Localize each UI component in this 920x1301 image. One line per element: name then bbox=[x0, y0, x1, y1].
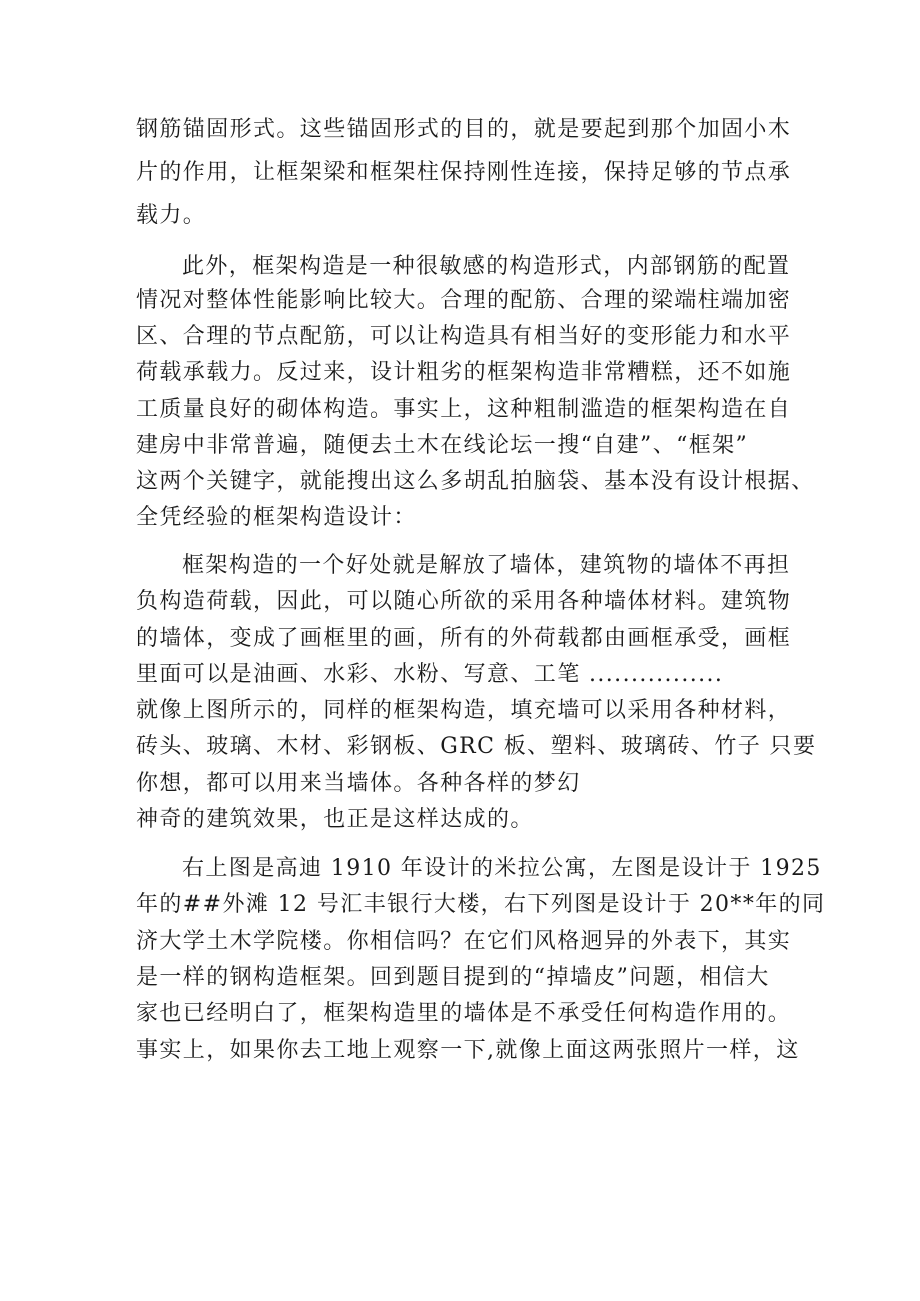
text-line: 此外，框架构造是一种很敏感的构造形式，内部钢筋的配置 bbox=[182, 254, 791, 279]
text-line: 钢筋锚固形式。这些锚固形式的目的，就是要起到那个加固小木 bbox=[136, 117, 792, 142]
text-line: 载力。 bbox=[136, 203, 207, 228]
text-line: 建房中非常普遍，随便去土木在线论坛一搜“自建”、“框架” bbox=[136, 433, 749, 458]
text-line: 事实上，如果你去工地上观察一下,就像上面这两张照片一样，这 bbox=[136, 1038, 800, 1063]
text-line: 的墙体，变成了画框里的画，所有的外荷载都由画框承受，画框 bbox=[136, 626, 792, 651]
text-line: 年的##外滩 12 号汇丰银行大楼，右下列图是设计于 20**年的同 bbox=[136, 892, 826, 917]
text-line: 片的作用，让框架梁和框架柱保持刚性连接，保持足够的节点承 bbox=[136, 160, 792, 185]
text-line: 框架构造的一个好处就是解放了墙体，建筑物的墙体不再担 bbox=[182, 553, 791, 578]
text-line: 济大学土木学院楼。你相信吗？在它们风格迥异的外表下，其实 bbox=[136, 929, 792, 954]
text-line: 神奇的建筑效果，也正是这样达成的。 bbox=[136, 807, 534, 832]
text-line: 是一样的钢构造框架。回到题目提到的“掉墙皮”问题，相信大 bbox=[136, 965, 770, 990]
text-line: 全凭经验的框架构造设计： bbox=[136, 505, 417, 530]
text-line: 区、合理的节点配筋，可以让构造具有相当好的变形能力和水平 bbox=[136, 324, 792, 349]
text-line: 这两个关键字，就能搜出这么多胡乱拍脑袋、基本没有设计根据、 bbox=[136, 469, 815, 494]
text-line: 负构造荷载，因此，可以随心所欲的采用各种墙体材料。建筑物 bbox=[136, 589, 792, 614]
text-line: 你想，都可以用来当墙体。各种各样的梦幻 bbox=[136, 771, 581, 796]
text-line: 砖头、玻璃、木材、彩钢板、GRC 板、塑料、玻璃砖、竹子 只要 bbox=[136, 734, 817, 759]
text-line: 右上图是高迪 1910 年设计的米拉公寓，左图是设计于 1925 bbox=[182, 856, 822, 881]
text-line: 荷载承载力。反过来，设计粗劣的框架构造非常糟糕，还不如施 bbox=[136, 360, 792, 385]
text-line: 工质量良好的砌体构造。事实上，这种粗制滥造的框架构造在自 bbox=[136, 397, 792, 422]
text-line: 就像上图所示的，同样的框架构造，填充墙可以采用各种材料， bbox=[136, 698, 792, 723]
text-line: 家也已经明白了，框架构造里的墙体是不承受任何构造作用的。 bbox=[136, 1001, 792, 1026]
text-line: 里面可以是油画、水彩、水粉、写意、工笔 ................ bbox=[136, 662, 724, 687]
text-line: 情况对整体性能影响比较大。合理的配筋、合理的梁端柱端加密 bbox=[136, 288, 792, 313]
